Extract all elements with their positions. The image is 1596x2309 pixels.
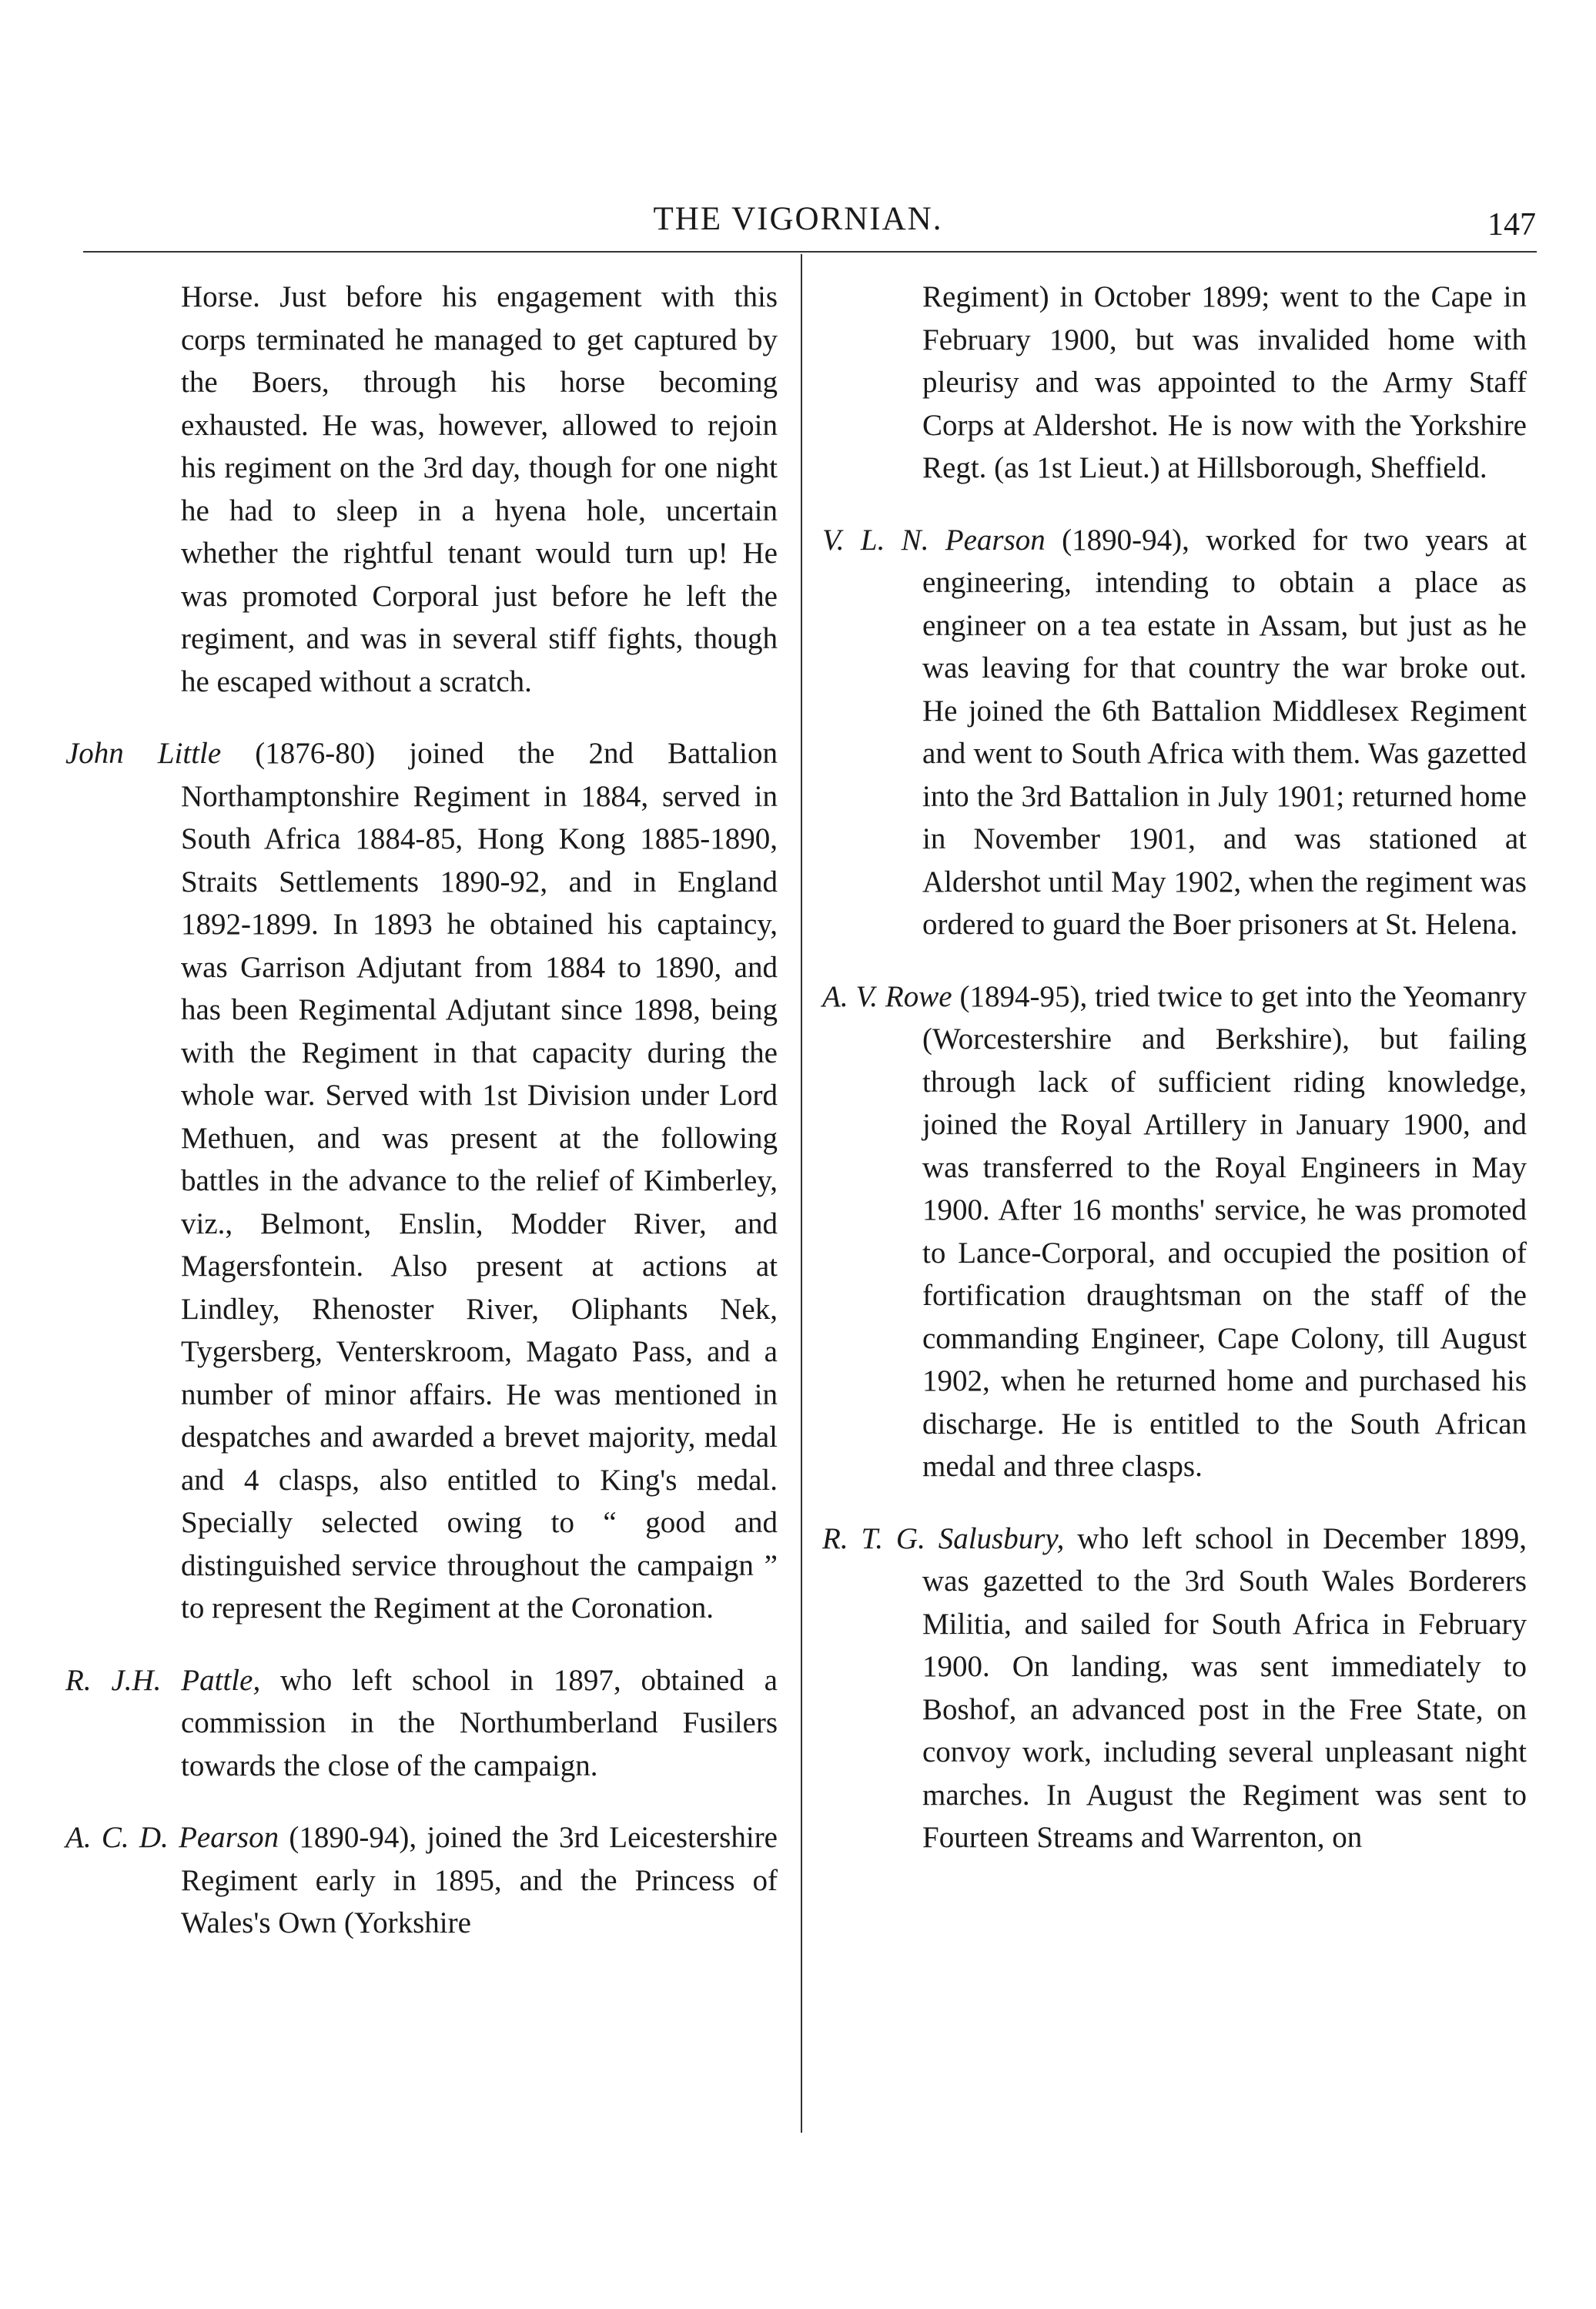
entry-text: Regiment) in October 1899; went to the Cape in February 1900, but was invalided home with pleurisy and was appointed to the Army Staff Corps at Aldershot. He is now with the Yorkshire Regt. (as 1st Lieut.) at Hillsborough, Sheffield. [922,280,1527,484]
entry-continuation-left [65,276,778,703]
entry-text: (1876-80) joined the 2nd Battalion Northamptonshire Regiment in 1884, served in South Africa 1884-85, Hong Kong 1885-1890, Straits Settlements 1890-92, and in England 1892-1899. In 1893 he obtained his captaincy, was Garrison Adjutant from 1884 to 1890, and has been Regimental Adjutant since 1898, being with the Regiment in that capacity during the whole war. Served with 1st Division under Lord Methuen, and was present at the following battles in the advance to the relief of Kimberley, viz., Belmont, Enslin, Modder River, and Magersfontein. Also present at actions at Lindley, Rhenoster River, Oliphants Nek, Tygersberg, Venterskroom, Magato Pass, and a number of minor affairs. He was mentioned in despatches and awarded a brevet majority, medal and 4 clasps, also entitled to King's medal. Specially selected owing to “ good and distinguished service throughout the campaign ” to represent the Regiment at the Coronation. [181,737,778,1625]
column-divider [801,254,802,2133]
entry-text: Horse. Just before his engagement with this corps terminated he managed to get captured by the Boers, through his horse becoming exhausted. He was, however, allowed to rejoin his regiment on the 3rd day, though for one night he had to sleep in a hyena hole, uncertain whether the rightful tenant would turn up! He was promoted Corporal just before he left the regiment, and was in several stiff fights, though he escaped without a scratch. [181,280,778,698]
entry-rowe [822,975,1527,1488]
entry-vln-pearson [822,519,1527,946]
entry-salusbury [822,1518,1527,1859]
entry-text: who left school in 1897, obtained a commission in the Northumberland Fusilers towards the close of the campaign. [181,1663,778,1782]
entry-name: R. T. G. Salusbury, [822,1521,1065,1555]
entry-name: John Little [65,737,222,770]
entry-name: A. C. D. Pearson [65,1821,279,1854]
page-number: 147 [1487,207,1536,243]
header-rule [83,251,1537,253]
entry-acd-pearson [65,1816,778,1945]
running-head-title: THE VIGORNIAN. [653,201,943,237]
entry-name: A. V. Rowe [822,979,952,1013]
entry-john-little [65,732,778,1630]
entry-continuation-right [822,276,1527,490]
entry-pattle [65,1659,778,1788]
left-column [65,276,778,1974]
entry-name: V. L. N. Pearson [822,523,1046,557]
entry-name: R. J.H. Pattle, [65,1663,261,1697]
entry-text: (1894-95), tried twice to get into the Yeomanry (Worcestershire and Berkshire), but failing through lack of sufficient riding knowledge, joined the Royal Artillery in January 1900, and was transferred to the Royal Engineers in May 1900. After 16 months' service, he was promoted to Lance-Corporal, and occupied the position of fortification draughtsman on the staff of the commanding Engineer, Cape Colony, till August 1902, when he returned home and purchased his discharge. He is entitled to the South African medal and three clasps. [922,979,1527,1483]
right-column [822,276,1527,1889]
entry-text: who left school in December 1899, was gazetted to the 3rd South Wales Borderers Militia, and sailed for South Africa in February 1900. On landing, was sent immediately to Boshof, an advanced post in the Free State, on convoy work, including several unpleasant night marches. In August the Regiment was sent to Fourteen Streams and Warrenton, on [922,1521,1527,1854]
entry-text: (1890-94), worked for two years at engineering, intending to obtain a place as engineer on a tea estate in Assam, but just as he was leaving for that country the war broke out. He joined the 6th Battalion Middlesex Regiment and went to South Africa with them. Was gazetted into the 3rd Battalion in July 1901; returned home in November 1901, and was stationed at Aldershot until May 1902, when the regiment was ordered to guard the Boer prisoners at St. Helena. [922,523,1527,941]
entry-text: (1890-94), joined the 3rd Leicestershire Regiment early in 1895, and the Princess of Wales's Own (Yorkshire [181,1821,778,1939]
